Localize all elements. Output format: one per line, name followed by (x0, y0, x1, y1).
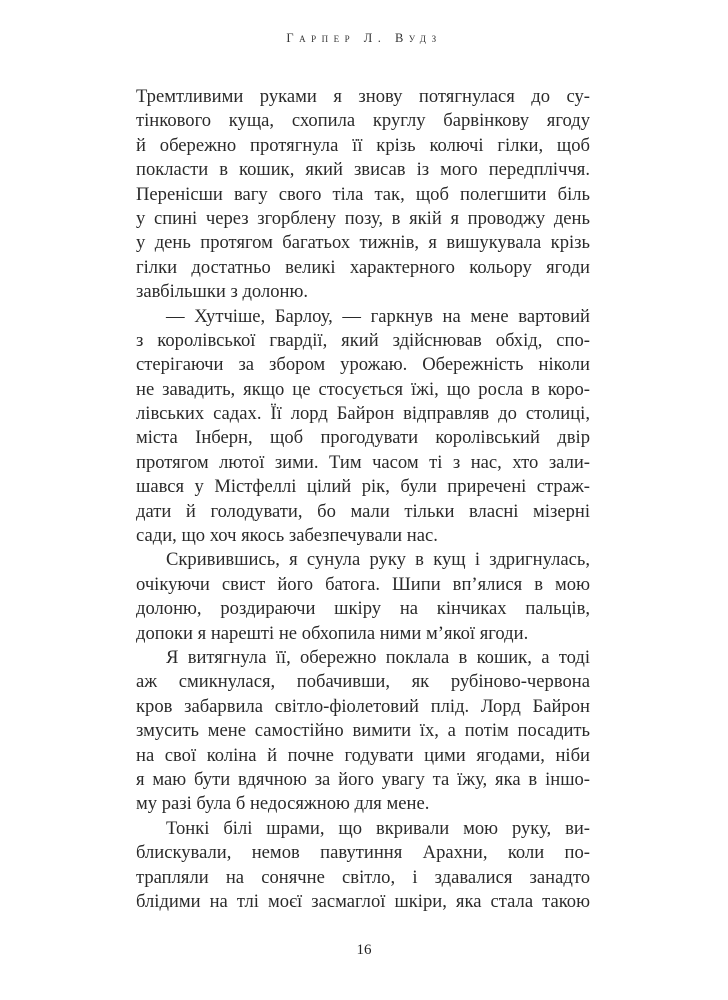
body-text (136, 85, 590, 914)
text-line: блискували, немов павутиння Арахни, коли по- (136, 842, 590, 864)
text-line: допоки я нарешті не обхопила ними м’якої ягоди. (136, 622, 529, 644)
text-line: Перенісши вагу свого тіла так, щоб полегшити біль (136, 183, 590, 205)
text-line: кров забарвила світло-фіолетовий плід. Лорд Байрон (136, 695, 590, 717)
text-line: Я витягнула її, обережно поклала в кошик, а тоді (166, 646, 590, 668)
text-line: шався у Містфеллі цілий рік, були приречені страж- (136, 476, 590, 498)
paragraph (136, 548, 590, 646)
paragraph (136, 85, 590, 305)
text-line: гілки достатньо великі характерного кольору ягоди (136, 256, 590, 278)
text-line: міста Інберн, щоб прогодувати королівський двір (136, 427, 590, 449)
paragraph (136, 305, 590, 549)
text-line: блідими на тлі моєї засмаглої шкіри, яка стала такою (136, 890, 590, 912)
paragraph (136, 646, 590, 817)
text-line: покласти в кошик, який звисав із мого передпліччя. (136, 159, 590, 181)
text-line: змусить мене самостійно вимити їх, а потім посадить (136, 720, 590, 742)
text-line: аж смикнулася, побачивши, як рубіново-червона (136, 671, 590, 693)
text-line: лівських садах. Її лорд Байрон відправляв до столиці, (136, 403, 590, 425)
text-line: дати й голодувати, бо мали тільки власні мізерні (136, 500, 590, 522)
text-line: сади, що хоч якось забезпечували нас. (136, 525, 438, 547)
text-line: Тремтливими руками я знову потягнулася до су- (136, 86, 590, 107)
text-line: долоню, роздираючи шкіру на кінчиках пальців, (136, 598, 590, 620)
paragraph (136, 817, 590, 915)
text-line: на свої коліна й почне годувати цими ягодами, ніби (136, 744, 590, 766)
running-head-author: Гарпер Л. Вудз (286, 31, 442, 45)
text-line: протягом лютої зими. Тим часом ті з нас, хто зали- (136, 451, 590, 473)
text-line: у день протягом багатьох тижнів, я вишукувала крізь (136, 232, 590, 254)
text-line: тінкового куща, схопила круглу барвінкову ягоду (136, 110, 590, 132)
text-line: з королівської гвардії, який здійснював обхід, спо- (136, 329, 590, 351)
text-line: не завадить, якщо це стосується їжі, що росла в коро- (136, 378, 590, 400)
text-line: трапляли на сонячне світло, і здавалися занадто (136, 866, 590, 888)
text-line: стерігаючи за збором урожаю. Обережність ніколи (136, 354, 590, 376)
text-line: Тонкі білі шрами, що вкривали мою руку, ви- (166, 817, 590, 839)
text-line: я маю бути вдячною за його увагу та їжу, яка в іншо- (136, 768, 590, 790)
text-line: очікуючи свист його батога. Шипи вп’ялися в мою (136, 573, 590, 595)
text-line: му разі була б недосяжною для мене. (136, 793, 430, 815)
text-line: й обережно протягнула її крізь колючі гілки, щоб (136, 134, 590, 156)
text-line: Скривившись, я сунула руку в кущ і здригнулась, (166, 549, 590, 571)
text-line: у спині через згорблену позу, в якій я проводжу день (136, 207, 590, 229)
page-number: 16 (356, 942, 372, 958)
text-line: завбільшки з долоню. (136, 281, 309, 303)
text-line: — Хутчіше, Барлоу, — гаркнув на мене вартовий (166, 305, 590, 327)
